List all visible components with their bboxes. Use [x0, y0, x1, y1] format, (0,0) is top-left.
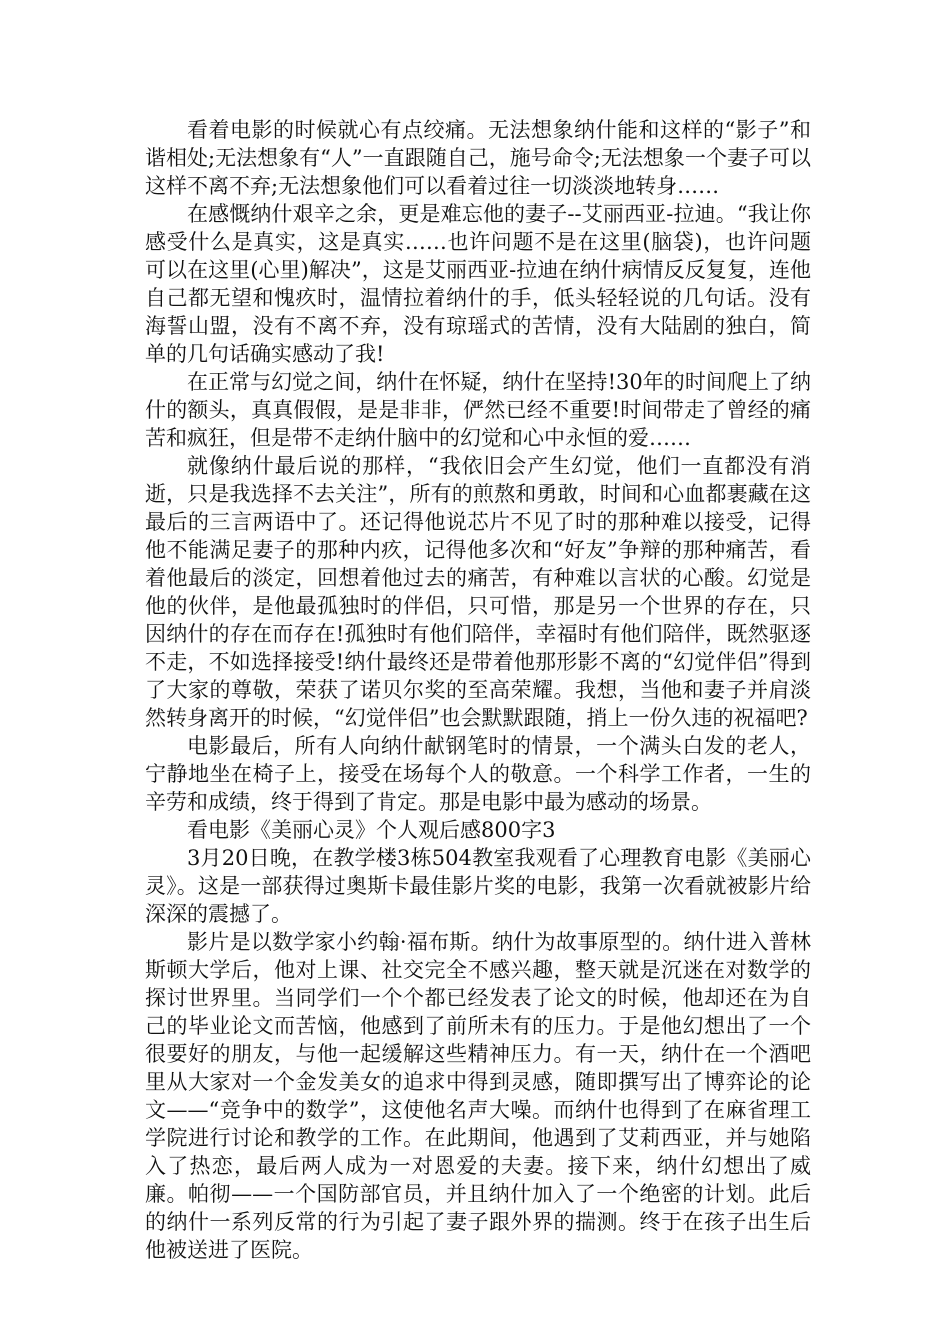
paragraph-5: 电影最后，所有人向纳什献钢笔时的情景，一个满头白发的老人，宁静地坐在椅子上，接受在场每个人的敬意。一个科学工作者，一生的辛劳和成绩，终于得到了肯定。那是电影中最为感动的场景。 — [145, 734, 811, 814]
article-body — [145, 116, 811, 1264]
paragraph-6: 3月20日晚，在教学楼3栋504教室我观看了心理教育电影《美丽心灵》。这是一部获得过奥斯卡最佳影片奖的电影，我第一次看就被影片给深深的震撼了。 — [145, 846, 811, 926]
paragraph-4: 就像纳什最后说的那样，“我依旧会产生幻觉，他们一直都没有消逝，只是我选择不去关注”，所有的煎熬和勇敢，时间和心血都裹藏在这最后的三言两语中了。还记得他说芯片不见了时的那种难以接受，记得他不能满足妻子的那种内疚，记得他多次和“好友”争辩的那种痛苦，看着他最后的淡定，回想着他过去的痛苦，有种难以言状的心酸。幻觉是他的伙伴，是他最孤独时的伴侣，只可惜，那是另一个世界的存在，只因纳什的存在而存在!孤独时有他们陪伴，幸福时有他们陪伴，既然驱逐不走，不如选择接受!纳什最终还是带着他那形影不离的“幻觉伴侣”得到了大家的尊敬，荣获了诺贝尔奖的至高荣耀。我想，当他和妻子并肩淡然转身离开的时候，“幻觉伴侣”也会默默跟随，捎上一份久违的祝福吧? — [145, 454, 811, 730]
paragraph-7: 影片是以数学家小约翰·福布斯。纳什为故事原型的。纳什进入普林斯顿大学后，他对上课、社交完全不感兴趣，整天就是沉迷在对数学的探讨世界里。当同学们一个个都已经发表了论文的时候，他却还在为自己的毕业论文而苦恼，他感到了前所未有的压力。于是他幻想出了一个很要好的朋友，与他一起缓解这些精神压力。有一天，纳什在一个酒吧里从大家对一个金发美女的追求中得到灵感，随即撰写出了博弈论的论文——“竞争中的数学”，这使他名声大噪。而纳什也得到了在麻省理工学院进行讨论和教学的工作。在此期间，他遇到了艾莉西亚，并与她陷入了热恋，最后两人成为一对恩爱的夫妻。接下来，纳什幻想出了威廉。帕彻——一个国防部官员，并且纳什加入了一个绝密的计划。此后的纳什一系列反常的行为引起了妻子跟外界的揣测。终于在孩子出生后他被送进了医院。 — [145, 930, 811, 1262]
paragraph-2: 在感慨纳什艰辛之余，更是难忘他的妻子--艾丽西亚-拉迪。“我让你感受什么是真实，这是真实……也许问题不是在这里(脑袋)，也许问题可以在这里(心里)解决”，这是艾丽西亚-拉迪在纳什病情反反复复，连他自己都无望和愧疚时，温情拉着纳什的手，低头轻轻说的几句话。没有海誓山盟，没有不离不弃，没有琼瑶式的苦情，没有大陆剧的独白，简单的几句话确实感动了我! — [145, 202, 811, 366]
section-heading: 看电影《美丽心灵》个人观后感800字3 — [187, 818, 556, 842]
paragraph-3: 在正常与幻觉之间，纳什在怀疑，纳什在坚持!30年的时间爬上了纳什的额头，真真假假，是是非非，俨然已经不重要!时间带走了曾经的痛苦和疯狂，但是带不走纳什脑中的幻觉和心中永恒的爱…… — [145, 370, 811, 450]
paragraph-1: 看着电影的时候就心有点绞痛。无法想象纳什能和这样的“影子”和谐相处;无法想象有“人”一直跟随自己，施号命令;无法想象一个妻子可以这样不离不弃;无法想象他们可以看着过往一切淡淡地转身…… — [145, 118, 811, 198]
